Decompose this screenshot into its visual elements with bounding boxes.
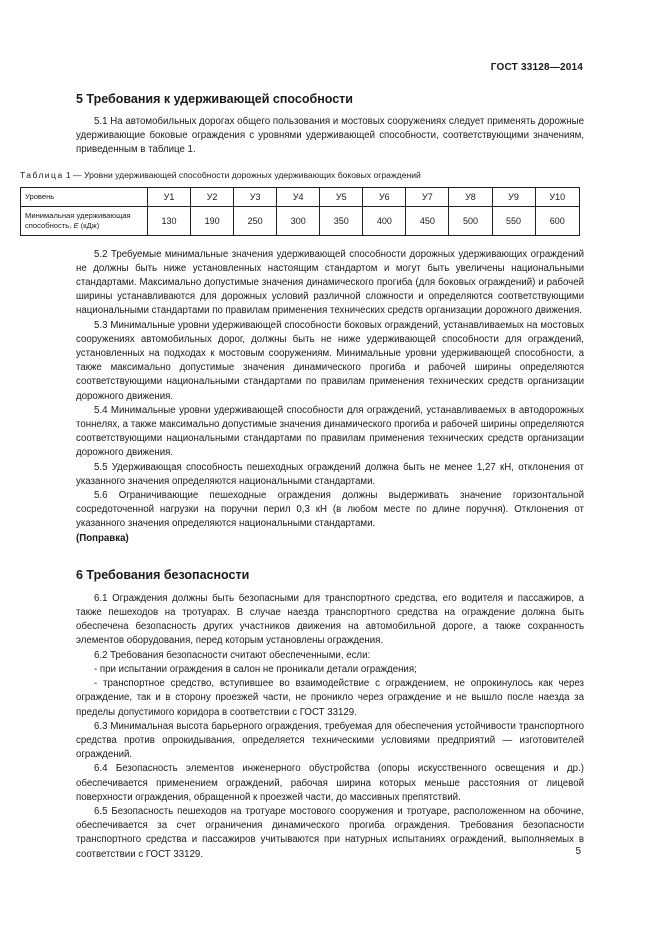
level-cell: У5 xyxy=(320,187,363,206)
level-cell: У6 xyxy=(363,187,406,206)
value-cell: 190 xyxy=(191,206,234,235)
list-item-6-2-2: - транспортное средство, вступившее во взаимодействие с ограждением, не опрокинулось как через ограждение, так и в сторону проезжей части, не проникло через ограждение и не вышло после наезда за пределы допустимого коридора в соответствии с ГОСТ 33129. xyxy=(76,678,584,718)
paragraph-5-1: 5.1 На автомобильных дорогах общего пользования и мостовых сооружениях следует применять дорожные удерживающие боковые ограждения с уровнями удерживающей способности, соответствующими значениям, приведенным в таблице 1. xyxy=(76,116,584,156)
level-cell: У7 xyxy=(406,187,449,206)
paragraph-5-6: 5.6 Ограничивающие пешеходные ограждения должны выдерживать значение горизонтальной сосредоточенной нагрузки на поручни перил 0,3 кН (в любом месте по длине поручня). Отклонения от указанного значения определяются национальными стандартами. xyxy=(76,490,584,530)
value-cell: 550 xyxy=(492,206,535,235)
value-cell: 350 xyxy=(320,206,363,235)
list-item-6-2-1: - при испытании ограждения в салон не проникали детали ограждения; xyxy=(94,663,417,675)
value-cell: 300 xyxy=(277,206,320,235)
table-caption xyxy=(20,169,580,181)
value-cell: 400 xyxy=(363,206,406,235)
table-header-row xyxy=(21,187,580,206)
paragraph-6-4: 6.4 Безопасность элементов инженерного обустройства (опоры искусственного освещения и др.) обеспечивается применением ограждений, рабочая ширина которых меньше расстояния от лицевой поверхности ограждения, обращенной к проезжей части, до массивных препятствий. xyxy=(76,763,584,803)
level-cell: У9 xyxy=(492,187,535,206)
value-cell: 500 xyxy=(449,206,492,235)
section-5-title: 5 Требования к удерживающей способности xyxy=(76,92,353,106)
value-cell: 130 xyxy=(148,206,191,235)
retention-levels-table xyxy=(20,187,580,236)
table-value-row xyxy=(21,206,580,235)
value-cell: 250 xyxy=(234,206,277,235)
paragraph-6-3: 6.3 Минимальная высота барьерного ограждения, требуемая для обеспечения устойчивости транспортного средства против опрокидывания, определяется техническими условиями предприятий — изготовителей ограждений. xyxy=(76,720,584,761)
level-cell: У10 xyxy=(535,187,579,206)
table-caption-prefix: Таблица xyxy=(20,169,64,180)
page-content xyxy=(20,92,584,862)
paragraph-5-5: 5.5 Удерживающая способность пешеходных ограждений должна быть не менее 1,27 кН, отклонения от указанного значения определяются национальными стандартами. xyxy=(76,461,584,487)
paragraph-5-4: 5.4 Минимальные уровни удерживающей способности для ограждений, устанавливаемых в автодорожных тоннелях, а также максимально допустимые значения динамического прогиба и рабочей ширины определяются соответствующими национальными стандартами по правилам применения технических средств организации дорожного движения. xyxy=(76,404,584,459)
row-label-unit: (кДж) xyxy=(78,220,100,230)
level-cell: У3 xyxy=(234,187,277,206)
amendment-note: (Поправка) xyxy=(76,532,129,544)
table-caption-text: 1 — Уровни удерживающей способности дорожных удерживающих боковых ограждений xyxy=(63,169,421,180)
section-6-title: 6 Требования безопасности xyxy=(76,567,250,582)
level-cell: У2 xyxy=(191,187,234,206)
paragraph-6-5: 6.5 Безопасность пешеходов на тротуаре мостового сооружения и тротуаре, расположенном на обочине, обеспечивается за счет ограничения динамического прогиба ограждения. Требования безопасности транспортного средства и пассажиров учитываются при натурных испытаниях ограждений, выполняемых в соответствии с ГОСТ 33129. xyxy=(76,805,584,860)
value-cell: 600 xyxy=(535,206,579,235)
value-cell: 450 xyxy=(406,206,449,235)
paragraph-6-2: 6.2 Требования безопасности считают обеспеченными, если: xyxy=(94,649,371,661)
document-code: ГОСТ 33128—2014 xyxy=(490,62,583,73)
row-label-variable: E xyxy=(73,220,79,230)
page-number: 5 xyxy=(575,846,581,857)
level-cell: У8 xyxy=(449,187,492,206)
paragraph-6-1: 6.1 Ограждения должны быть безопасными для транспортного средства, его водителя и пассажиров, а также пешеходов на тротуарах. В случае наезда транспортного средства на ограждение должна быть обеспечена безопасность других участников движения на автомобильной дороге, а также сохранность элементов оборудования, перед которым установлены ограждения. xyxy=(76,592,584,647)
table-header-label: Уровень xyxy=(21,187,148,206)
level-cell: У4 xyxy=(277,187,320,206)
paragraph-5-3: 5.3 Минимальные уровни удерживающей способности боковых ограждений, устанавливаемых на мостовых сооружениях автомобильных дорог, должны быть не ниже удерживающей способности для ограждений, установленных на подходах к мостовым сооружениям. Минимальные уровни удерживающей способности, а также максимально допустимые значения динамического прогиба и рабочей ширины определяются соответствующими национальными стандартами по правилам применения технических средств организации дорожного движения. xyxy=(76,319,584,402)
level-cell: У1 xyxy=(148,187,191,206)
row-label-text: Минимальная удерживающая способность, xyxy=(25,210,131,230)
paragraph-5-2: 5.2 Требуемые минимальные значения удерживающей способности дорожных удерживающих ограждений не должны быть ниже установленных настоящим стандартом и могут быть увеличены национальными стандартами. Максимально допустимые значения динамического прогиба (для боковых ограждений) и рабочей ширины устанавливаются для дорожных условий различной сложности и определяются соответствующими национальными стандартами по правилам применения технических средств организации дорожного движения. xyxy=(76,248,584,317)
table-row-label xyxy=(21,206,148,235)
